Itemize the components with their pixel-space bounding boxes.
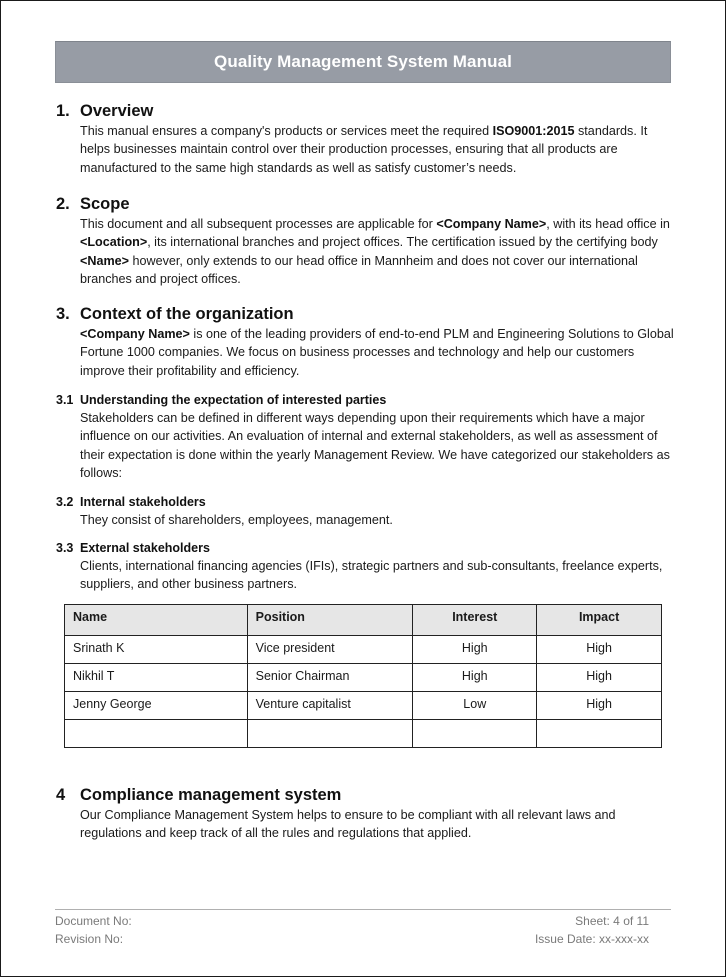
section-number: 2. (56, 195, 70, 213)
section-scope (56, 193, 676, 288)
cell-interest: High (413, 636, 537, 664)
cell-interest (413, 720, 537, 748)
text-run: standards. It helps businesses maintain control over their production processes, ensuring that all products are manufactured to the same high standards as well as satisfy customer’s needs. (80, 124, 648, 175)
section-number: 1. (56, 102, 70, 120)
subsection-title: Internal stakeholders (80, 495, 206, 509)
subsection-number: 3.1 (56, 393, 74, 407)
text-run-bold: <Company Name> (436, 217, 547, 231)
subsection-title: Understanding the expectation of interested parties (80, 393, 387, 407)
column-header-impact: Impact (537, 605, 662, 636)
text-run-bold: <Company Name> (80, 327, 190, 341)
table-row-empty (65, 720, 662, 748)
cell-name (65, 720, 248, 748)
cell-position: Vice president (247, 636, 413, 664)
cell-name: Jenny George (65, 692, 248, 720)
section-compliance (56, 784, 676, 843)
subsection-paragraph: They consist of shareholders, employees, management. (80, 513, 393, 527)
table-row (65, 692, 662, 720)
section-paragraph (80, 122, 676, 177)
subsection-heading (56, 391, 676, 409)
section-title: Scope (80, 195, 130, 213)
table-header-row (65, 605, 662, 636)
text-run-bold: <Location> (80, 235, 148, 250)
cell-impact: High (537, 692, 662, 720)
text-run-bold: ISO9001:2015 (492, 124, 575, 138)
cell-position: Venture capitalist (247, 692, 413, 720)
subsection-title: External stakeholders (80, 541, 210, 555)
subsection-paragraph: Stakeholders can be defined in different ways depending upon their requirements which have a major influence on our activities. An evaluation of internal and external stakeholders, as well as assessment of their expectation is done within the yearly Management Review. We have categorized our stakeholders as follows: (80, 411, 670, 480)
subsection-number: 3.3 (56, 541, 74, 555)
subsection-heading (56, 539, 676, 557)
cell-impact: High (537, 636, 662, 664)
section-title: Overview (80, 102, 154, 120)
text-run-bold: <Name> (80, 253, 130, 268)
issue-date: Issue Date: xx-xxx-xx (534, 932, 649, 946)
cell-interest: Low (413, 692, 537, 720)
page-footer (55, 909, 671, 948)
text-run: , with its head office in (546, 217, 670, 231)
text-run: is one of the leading providers of end-to-end PLM and Engineering Solutions to Global Fortune 1000 companies. We focus on business processes and technology and help our customers improve their profitability and efficiency. (80, 327, 674, 378)
stakeholder-table (64, 604, 662, 748)
subsection-interested-parties (56, 391, 676, 482)
section-number: 3. (56, 305, 70, 323)
section-paragraph: Our Compliance Management System helps to ensure to be compliant with all relevant laws and regulations and keep track of all the rules and regulations that applied. (80, 808, 616, 841)
text-run: This document and all subsequent processes are applicable for (80, 217, 437, 231)
table-row (65, 664, 662, 692)
table-row (65, 636, 662, 664)
column-header-interest: Interest (413, 605, 537, 636)
section-title: Context of the organization (80, 305, 294, 323)
section-context (56, 303, 676, 380)
cell-impact: High (537, 664, 662, 692)
subsection-internal-stakeholders (56, 493, 676, 529)
section-title: Compliance management system (80, 786, 342, 804)
text-run: , its international branches and project offices. The certification issued by the certifying body (147, 235, 658, 250)
section-heading (56, 193, 676, 215)
subsection-heading (56, 493, 676, 511)
section-heading (56, 100, 676, 122)
section-heading (56, 784, 676, 806)
document-no-label: Document No: (55, 914, 132, 928)
cell-interest: High (413, 664, 537, 692)
subsection-external-stakeholders (56, 539, 676, 594)
cell-name: Srinath K (65, 636, 248, 664)
text-run: This manual ensures a company's products or services meet the required (80, 124, 493, 138)
cell-name: Nikhil T (65, 664, 248, 692)
subsection-number: 3.2 (56, 495, 74, 509)
cell-impact (537, 720, 662, 748)
column-header-position: Position (247, 605, 413, 636)
cell-position: Senior Chairman (247, 664, 413, 692)
subsection-paragraph: Clients, international financing agencies (IFIs), strategic partners and sub-consultants, freelance experts, suppliers, and other business partners. (80, 559, 663, 592)
document-title: Quality Management System Manual (214, 52, 512, 71)
sheet-number: Sheet: 4 of 11 (575, 914, 649, 928)
section-paragraph (80, 215, 676, 288)
section-paragraph (80, 325, 676, 380)
section-overview (56, 100, 676, 177)
cell-position (247, 720, 413, 748)
column-header-name: Name (65, 605, 248, 636)
section-number: 4 (56, 786, 66, 804)
document-title-bar (55, 41, 671, 83)
text-run: however, only extends to our head office in Mannheim and does not cover our international branches and project offices. (80, 253, 638, 286)
revision-no-label: Revision No: (55, 932, 124, 946)
section-heading (56, 303, 676, 325)
